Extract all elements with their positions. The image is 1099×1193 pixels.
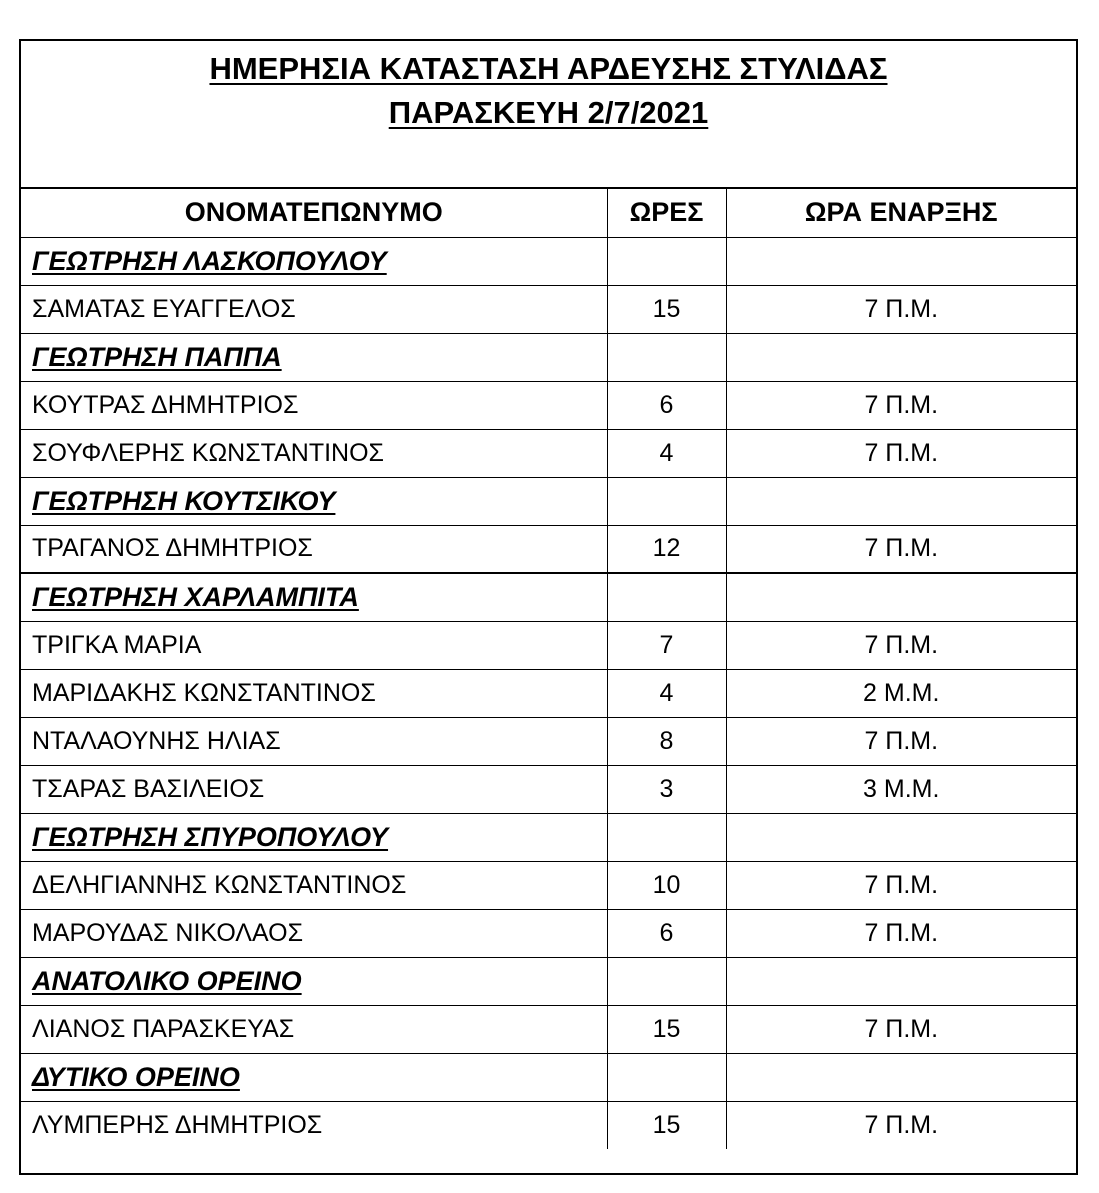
- person-name-cell: ΛΙΑΝΟΣ ΠΑΡΑΣΚΕΥΑΣ: [21, 1005, 607, 1053]
- start-time-cell: 7 Π.Μ.: [726, 429, 1076, 477]
- hours-cell: 8: [607, 717, 726, 765]
- start-time-cell: 7 Π.Μ.: [726, 717, 1076, 765]
- person-name-cell: ΣΑΜΑΤΑΣ ΕΥΑΓΓΕΛΟΣ: [21, 285, 607, 333]
- table-row: [21, 1005, 1076, 1053]
- table-row: [21, 861, 1076, 909]
- start-time-cell: 7 Π.Μ.: [726, 381, 1076, 429]
- column-header-name: ΟΝΟΜΑΤΕΠΩΝΥΜΟ: [21, 189, 607, 237]
- group-hours-cell: [607, 1053, 726, 1101]
- group-title: ΓΕΩΤΡΗΣΗ ΠΑΠΠΑ: [32, 341, 282, 372]
- group-start-cell: [726, 1053, 1076, 1101]
- group-cell: [21, 813, 607, 861]
- start-time-cell: 7 Π.Μ.: [726, 285, 1076, 333]
- schedule-table: [21, 189, 1076, 1149]
- irrigation-schedule-document: [19, 39, 1078, 1175]
- person-name-cell: ΔΕΛΗΓΙΑΝΝΗΣ ΚΩΝΣΤΑΝΤΙΝΟΣ: [21, 861, 607, 909]
- group-hours-cell: [607, 573, 726, 621]
- hours-cell: 15: [607, 1005, 726, 1053]
- group-cell: [21, 333, 607, 381]
- person-name-cell: ΤΡΙΓΚΑ ΜΑΡΙΑ: [21, 621, 607, 669]
- hours-cell: 4: [607, 429, 726, 477]
- group-title: ΓΕΩΤΡΗΣΗ ΣΠΥΡΟΠΟΥΛΟΥ: [32, 821, 389, 852]
- start-time-cell: 7 Π.Μ.: [726, 909, 1076, 957]
- schedule-table-body: [21, 189, 1076, 1149]
- table-row: [21, 717, 1076, 765]
- hours-cell: 7: [607, 621, 726, 669]
- group-row: [21, 333, 1076, 381]
- person-name-cell: ΤΡΑΓΑΝΟΣ ΔΗΜΗΤΡΙΟΣ: [21, 525, 607, 573]
- group-start-cell: [726, 237, 1076, 285]
- hours-cell: 4: [607, 669, 726, 717]
- group-hours-cell: [607, 237, 726, 285]
- group-row: [21, 573, 1076, 621]
- group-hours-cell: [607, 333, 726, 381]
- group-cell: [21, 573, 607, 621]
- person-name-cell: ΣΟΥΦΛΕΡΗΣ ΚΩΝΣΤΑΝΤΙΝΟΣ: [21, 429, 607, 477]
- group-start-cell: [726, 477, 1076, 525]
- group-title: ΑΝΑΤΟΛΙΚΟ ΟΡΕΙΝΟ: [32, 965, 302, 996]
- hours-cell: 15: [607, 285, 726, 333]
- hours-cell: 12: [607, 525, 726, 573]
- table-row: [21, 909, 1076, 957]
- person-name-cell: ΚΟΥΤΡΑΣ ΔΗΜΗΤΡΙΟΣ: [21, 381, 607, 429]
- person-name-cell: ΜΑΡΟΥΔΑΣ ΝΙΚΟΛΑΟΣ: [21, 909, 607, 957]
- group-hours-cell: [607, 813, 726, 861]
- group-title: ΓΕΩΤΡΗΣΗ ΚΟΥΤΣΙΚΟΥ: [32, 485, 336, 516]
- group-row: [21, 237, 1076, 285]
- group-hours-cell: [607, 957, 726, 1005]
- group-row: [21, 1053, 1076, 1101]
- title-block: [21, 41, 1076, 189]
- table-row: [21, 429, 1076, 477]
- table-row: [21, 669, 1076, 717]
- table-row: [21, 621, 1076, 669]
- group-title: ΔΥΤΙΚΟ ΟΡΕΙΝΟ: [32, 1061, 240, 1092]
- column-header-start: ΩΡΑ ΕΝΑΡΞΗΣ: [726, 189, 1076, 237]
- hours-cell: 6: [607, 909, 726, 957]
- table-row: [21, 285, 1076, 333]
- person-name-cell: ΝΤΑΛΑΟΥΝΗΣ ΗΛΙΑΣ: [21, 717, 607, 765]
- table-row: [21, 1101, 1076, 1149]
- group-title: ΓΕΩΤΡΗΣΗ ΧΑΡΛΑΜΠΙΤΑ: [32, 581, 359, 612]
- hours-cell: 10: [607, 861, 726, 909]
- group-start-cell: [726, 957, 1076, 1005]
- group-start-cell: [726, 333, 1076, 381]
- group-start-cell: [726, 573, 1076, 621]
- start-time-cell: 7 Π.Μ.: [726, 525, 1076, 573]
- column-header-hours: ΩΡΕΣ: [607, 189, 726, 237]
- start-time-cell: 3 Μ.Μ.: [726, 765, 1076, 813]
- group-title: ΓΕΩΤΡΗΣΗ ΛΑΣΚΟΠΟΥΛΟΥ: [32, 245, 387, 276]
- group-start-cell: [726, 813, 1076, 861]
- group-row: [21, 813, 1076, 861]
- group-cell: [21, 477, 607, 525]
- group-cell: [21, 1053, 607, 1101]
- group-cell: [21, 237, 607, 285]
- start-time-cell: 7 Π.Μ.: [726, 621, 1076, 669]
- group-row: [21, 477, 1076, 525]
- table-row: [21, 765, 1076, 813]
- person-name-cell: ΤΣΑΡΑΣ ΒΑΣΙΛΕΙΟΣ: [21, 765, 607, 813]
- group-hours-cell: [607, 477, 726, 525]
- hours-cell: 6: [607, 381, 726, 429]
- hours-cell: 15: [607, 1101, 726, 1149]
- person-name-cell: ΛΥΜΠΕΡΗΣ ΔΗΜΗΤΡΙΟΣ: [21, 1101, 607, 1149]
- start-time-cell: 2 Μ.Μ.: [726, 669, 1076, 717]
- table-row: [21, 525, 1076, 573]
- start-time-cell: 7 Π.Μ.: [726, 861, 1076, 909]
- hours-cell: 3: [607, 765, 726, 813]
- start-time-cell: 7 Π.Μ.: [726, 1005, 1076, 1053]
- start-time-cell: 7 Π.Μ.: [726, 1101, 1076, 1149]
- group-cell: [21, 957, 607, 1005]
- document-date: ΠΑΡΑΣΚΕΥΗ 2/7/2021: [388, 95, 709, 130]
- person-name-cell: ΜΑΡΙΔΑΚΗΣ ΚΩΝΣΤΑΝΤΙΝΟΣ: [21, 669, 607, 717]
- table-header-row: [21, 189, 1076, 237]
- group-row: [21, 957, 1076, 1005]
- table-row: [21, 381, 1076, 429]
- document-title: ΗΜΕΡΗΣΙΑ ΚΑΤΑΣΤΑΣΗ ΑΡΔΕΥΣΗΣ ΣΤΥΛΙΔΑΣ: [209, 51, 888, 86]
